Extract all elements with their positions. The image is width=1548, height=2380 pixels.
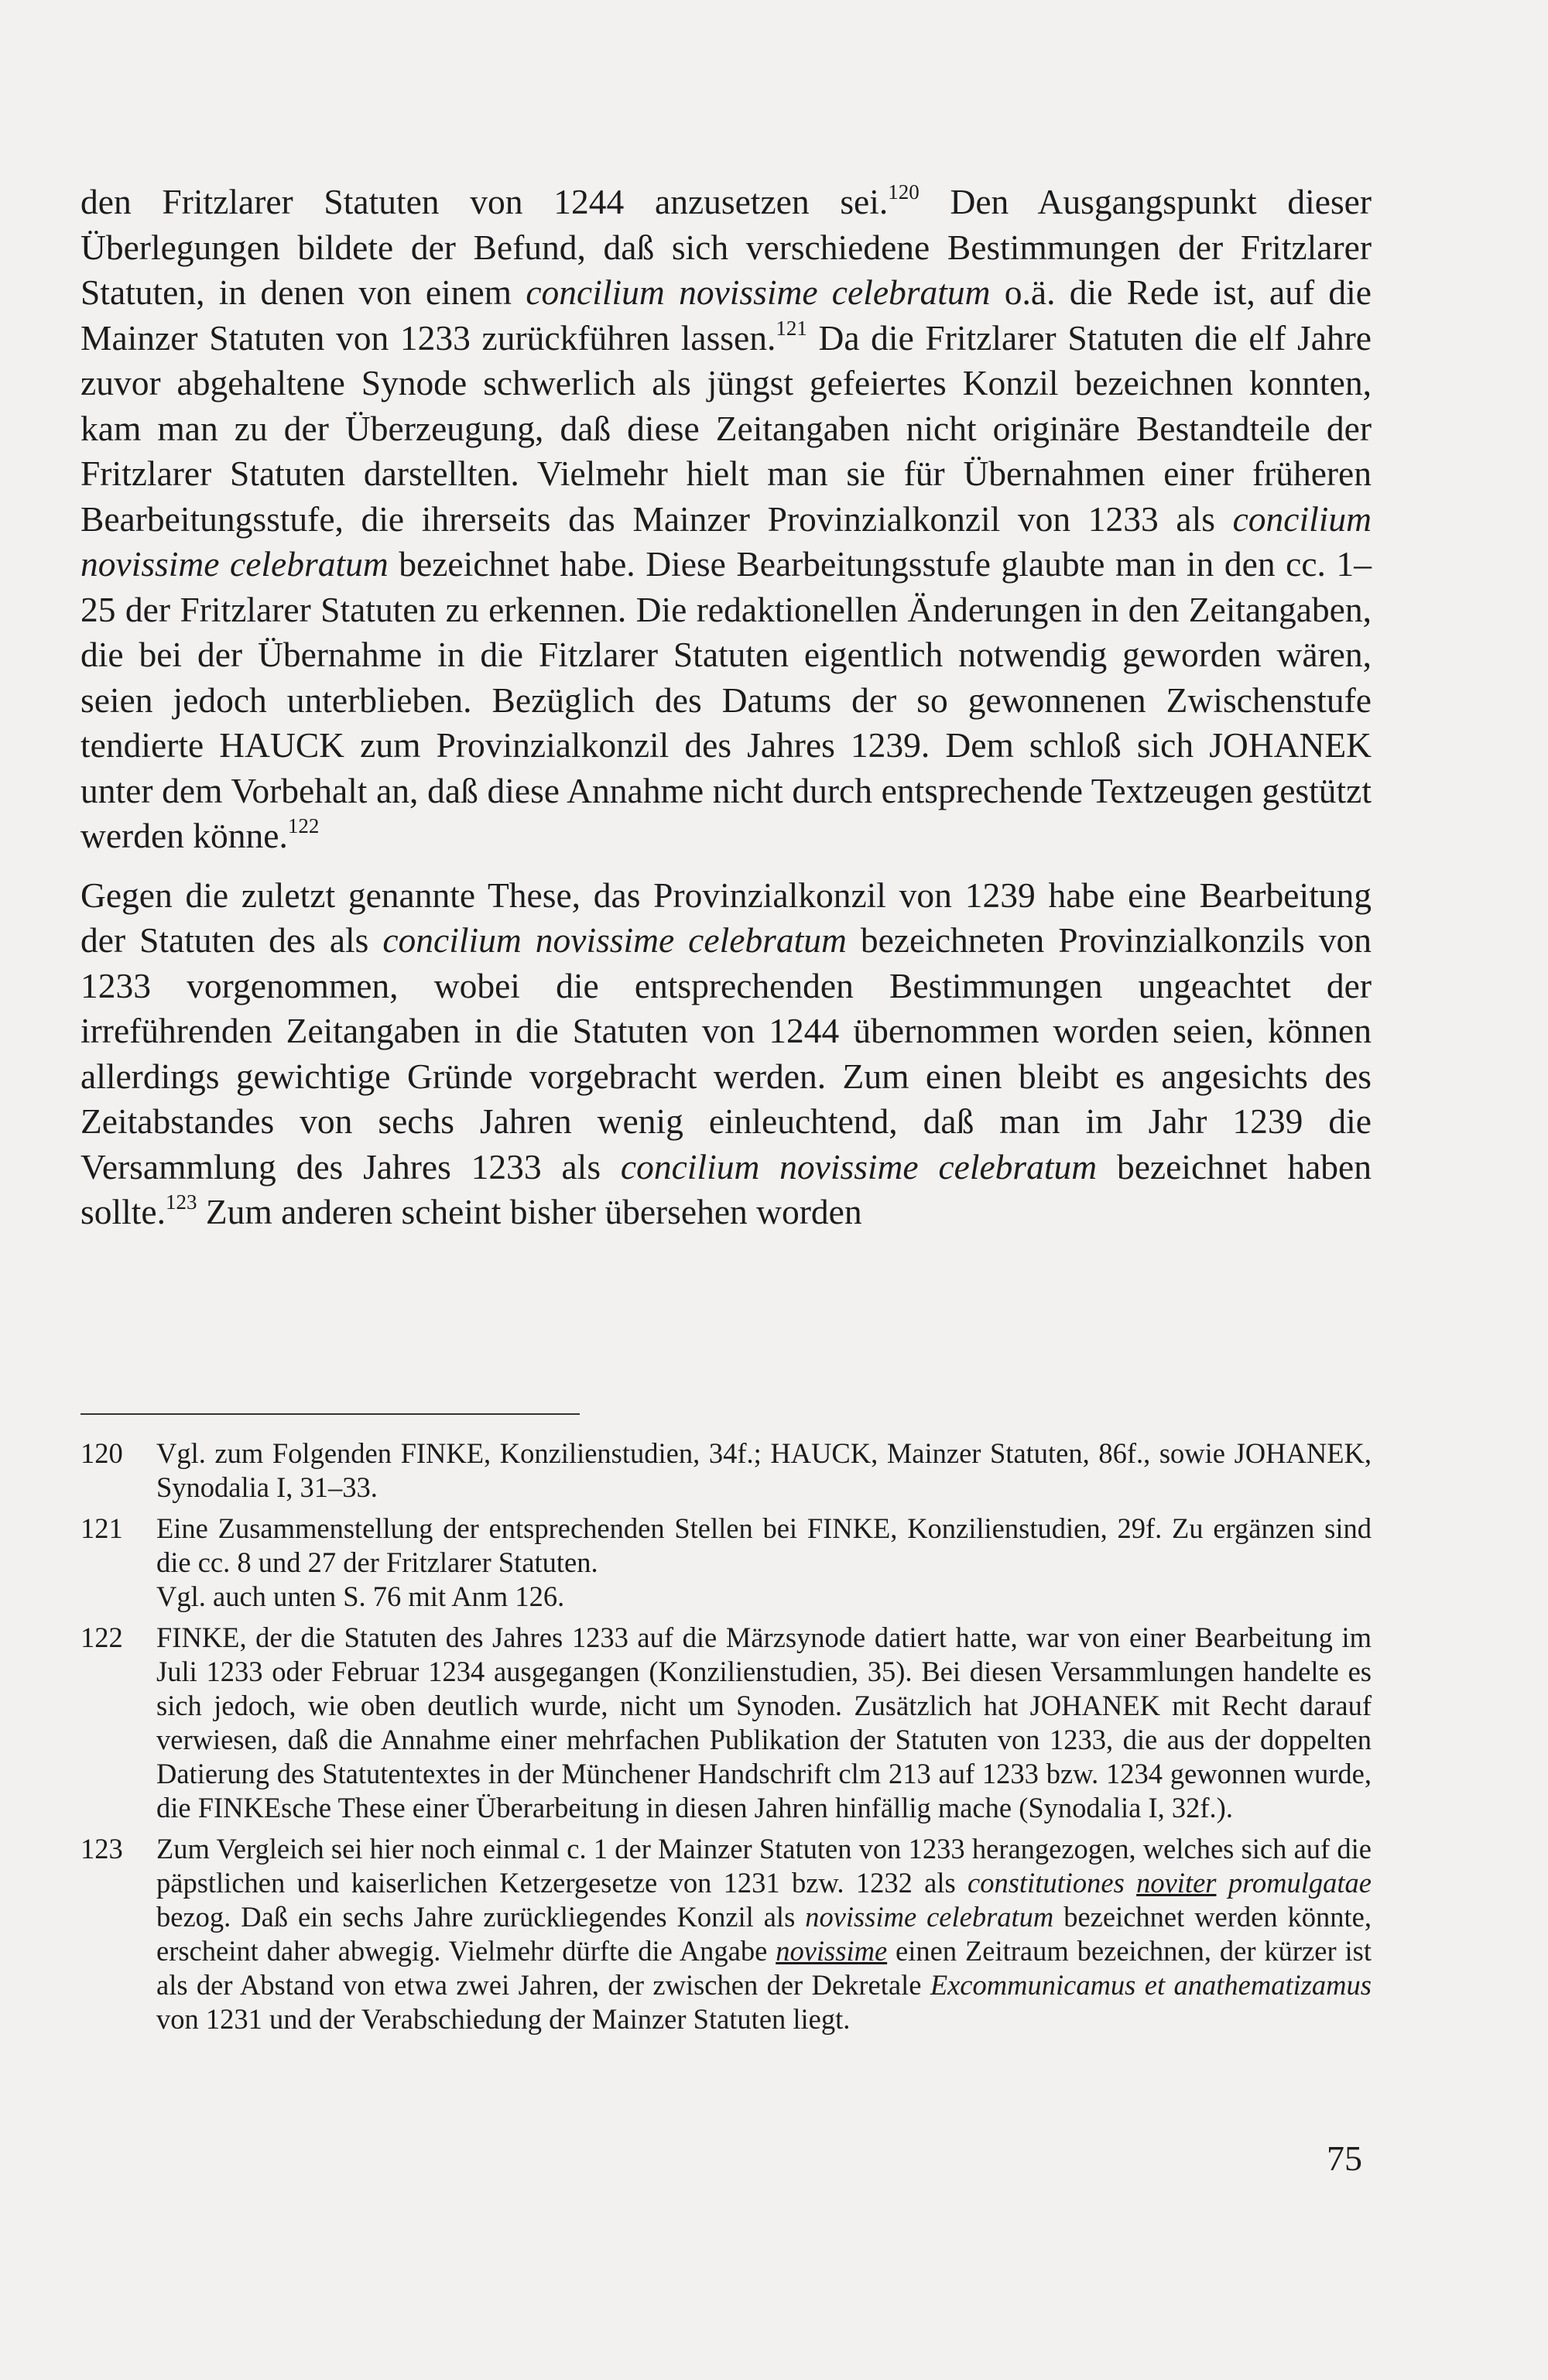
footnote-number: 121 — [80, 1512, 123, 1544]
footnote-number: 122 — [80, 1621, 123, 1653]
footnote-text: Zum Vergleich sei hier noch einmal c. 1 der Mainzer Statuten von 1233 herangezogen, welches sich auf die päpstlichen und kaiserlichen Ketzergesetze von 1231 bzw. 1232 als constitutiones noviter promulgatae bezog. Daß ein sechs Jahre zurückliegendes Konzil als novissime celebratum bezeichnet werden könnte, erscheint daher abwegig. Vielmehr dürfte die Angabe novissime einen Zeitraum bezeichnen, der kürzer ist als der Abstand von etwa zwei Jahren, der zwischen der Dekretale Excommunicamus et anathematizamus von 1231 und der Verabschiedung der Mainzer Statuten liegt. — [156, 1833, 1372, 2035]
paragraph-1: den Fritzlarer Statuten von 1244 anzusetzen sei.$^{120}$ Den Ausgangspunkt dieser Überlegungen bildete der Befund, daß sich verschiedene Bestimmungen der Fritzlarer Statuten, in denen von einem concilium novissime celebratum o.ä. die Rede ist, auf die Mainzer Statuten von 1233 zurückführen lassen.$^{121}$ Da die Fritzlarer Statuten die elf Jahre zuvor abgehaltene Synode schwerlich als jüngst gefeiertes Konzil bezeichnen konnten, kam man zu der Überzeugung, daß diese Zeitangaben nicht originäre Bestandteile der Fritzlarer Statuten darstellten. Vielmehr hielt man sie für Übernahmen einer früheren Bearbeitungsstufe, die ihrerseits das Mainzer Provinzialkonzil von 1233 als concilium novissime celebratum bezeichnet habe. Diese Bearbeitungsstufe glaubte man in den cc. 1–25 der Fritzlarer Statuten zu erkennen. Die redaktionellen Änderungen in den Zeitangaben, die bei der Übernahme in die Fitzlarer Statuten eigentlich notwendig geworden wären, seien jedoch unterblieben. Bezüglich des Datums der so gewonnenen Zwischenstufe tendierte HAUCK zum Provinzialkonzil des Jahres 1239. Dem schloß sich JOHANEK unter dem Vorbehalt an, daß diese Annahme nicht durch entsprechende Textzeugen gestützt werden könne.$^{122}$ — [80, 180, 1372, 855]
footnote-123 — [80, 1832, 1372, 2036]
main-text — [80, 180, 1372, 1235]
footnote-120 — [80, 1437, 1372, 1505]
page-number: 75 — [1327, 2139, 1362, 2178]
footnote-number: 120 — [80, 1437, 123, 1469]
footnote-text: Eine Zusammenstellung der entsprechenden Stellen bei FINKE, Konzilienstudien, 29f. Zu ergänzen sind die cc. 8 und 27 der Fritzlarer Statuten. Vgl. auch unten S. 76 mit Anm 126. — [156, 1512, 1372, 1612]
footnote-text: Vgl. zum Folgenden FINKE, Konzilienstudien, 34f.; HAUCK, Mainzer Statuten, 86f., sowie JOHANEK, Synodalia I, 31–33. — [156, 1437, 1372, 1503]
footnote-ref-120[interactable]: 120 — [888, 180, 920, 204]
footnote-divider — [80, 1413, 580, 1415]
footnote-ref-121[interactable]: 121 — [776, 316, 807, 340]
footnote-122 — [80, 1621, 1372, 1825]
footnote-ref-123[interactable]: 123 — [165, 1190, 197, 1214]
footnotes — [80, 1437, 1372, 2043]
footnote-ref-122[interactable]: 122 — [287, 814, 320, 837]
paragraph-2: Gegen die zuletzt genannte These, das Provinzialkonzil von 1239 habe eine Bearbeitung der Statuten des als concilium novissime celebratum bezeichneten Provinzialkonzils von 1233 vorgenommen, wobei die entsprechenden Bestimmungen ungeachtet der irreführenden Zeitangaben in die Statuten von 1244 übernommen worden seien, können allerdings gewichtige Gründe vorgebracht werden. Zum einen bleibt es angesichts des Zeitabstandes von sechs Jahren wenig einleuchtend, daß man im Jahr 1239 die Versammlung des Jahres 1233 als concilium novissime celebratum bezeichnet haben sollte.$^{123}$ Zum anderen scheint bisher übersehen worden — [80, 875, 1372, 1231]
footnote-121 — [80, 1512, 1372, 1614]
footnote-number: 123 — [80, 1833, 123, 1865]
footnote-text: FINKE, der die Statuten des Jahres 1233 auf die Märzsynode datiert hatte, war von einer Bearbeitung im Juli 1233 oder Februar 1234 ausgegangen (Konzilienstudien, 35). Bei diesen Versammlungen handelte es sich jedoch, wie oben deutlich wurde, nicht um Synoden. Zusätzlich hat JOHANEK mit Recht darauf verwiesen, daß die Annahme einer mehrfachen Publikation der Statuten von 1233, die aus der doppelten Datierung des Statutentextes in der Münchener Handschrift clm 213 auf 1233 bzw. 1234 gewonnen wurde, die FINKEsche These einer Überarbeitung in diesen Jahren hinfällig mache (Synodalia I, 32f.). — [156, 1621, 1372, 1824]
